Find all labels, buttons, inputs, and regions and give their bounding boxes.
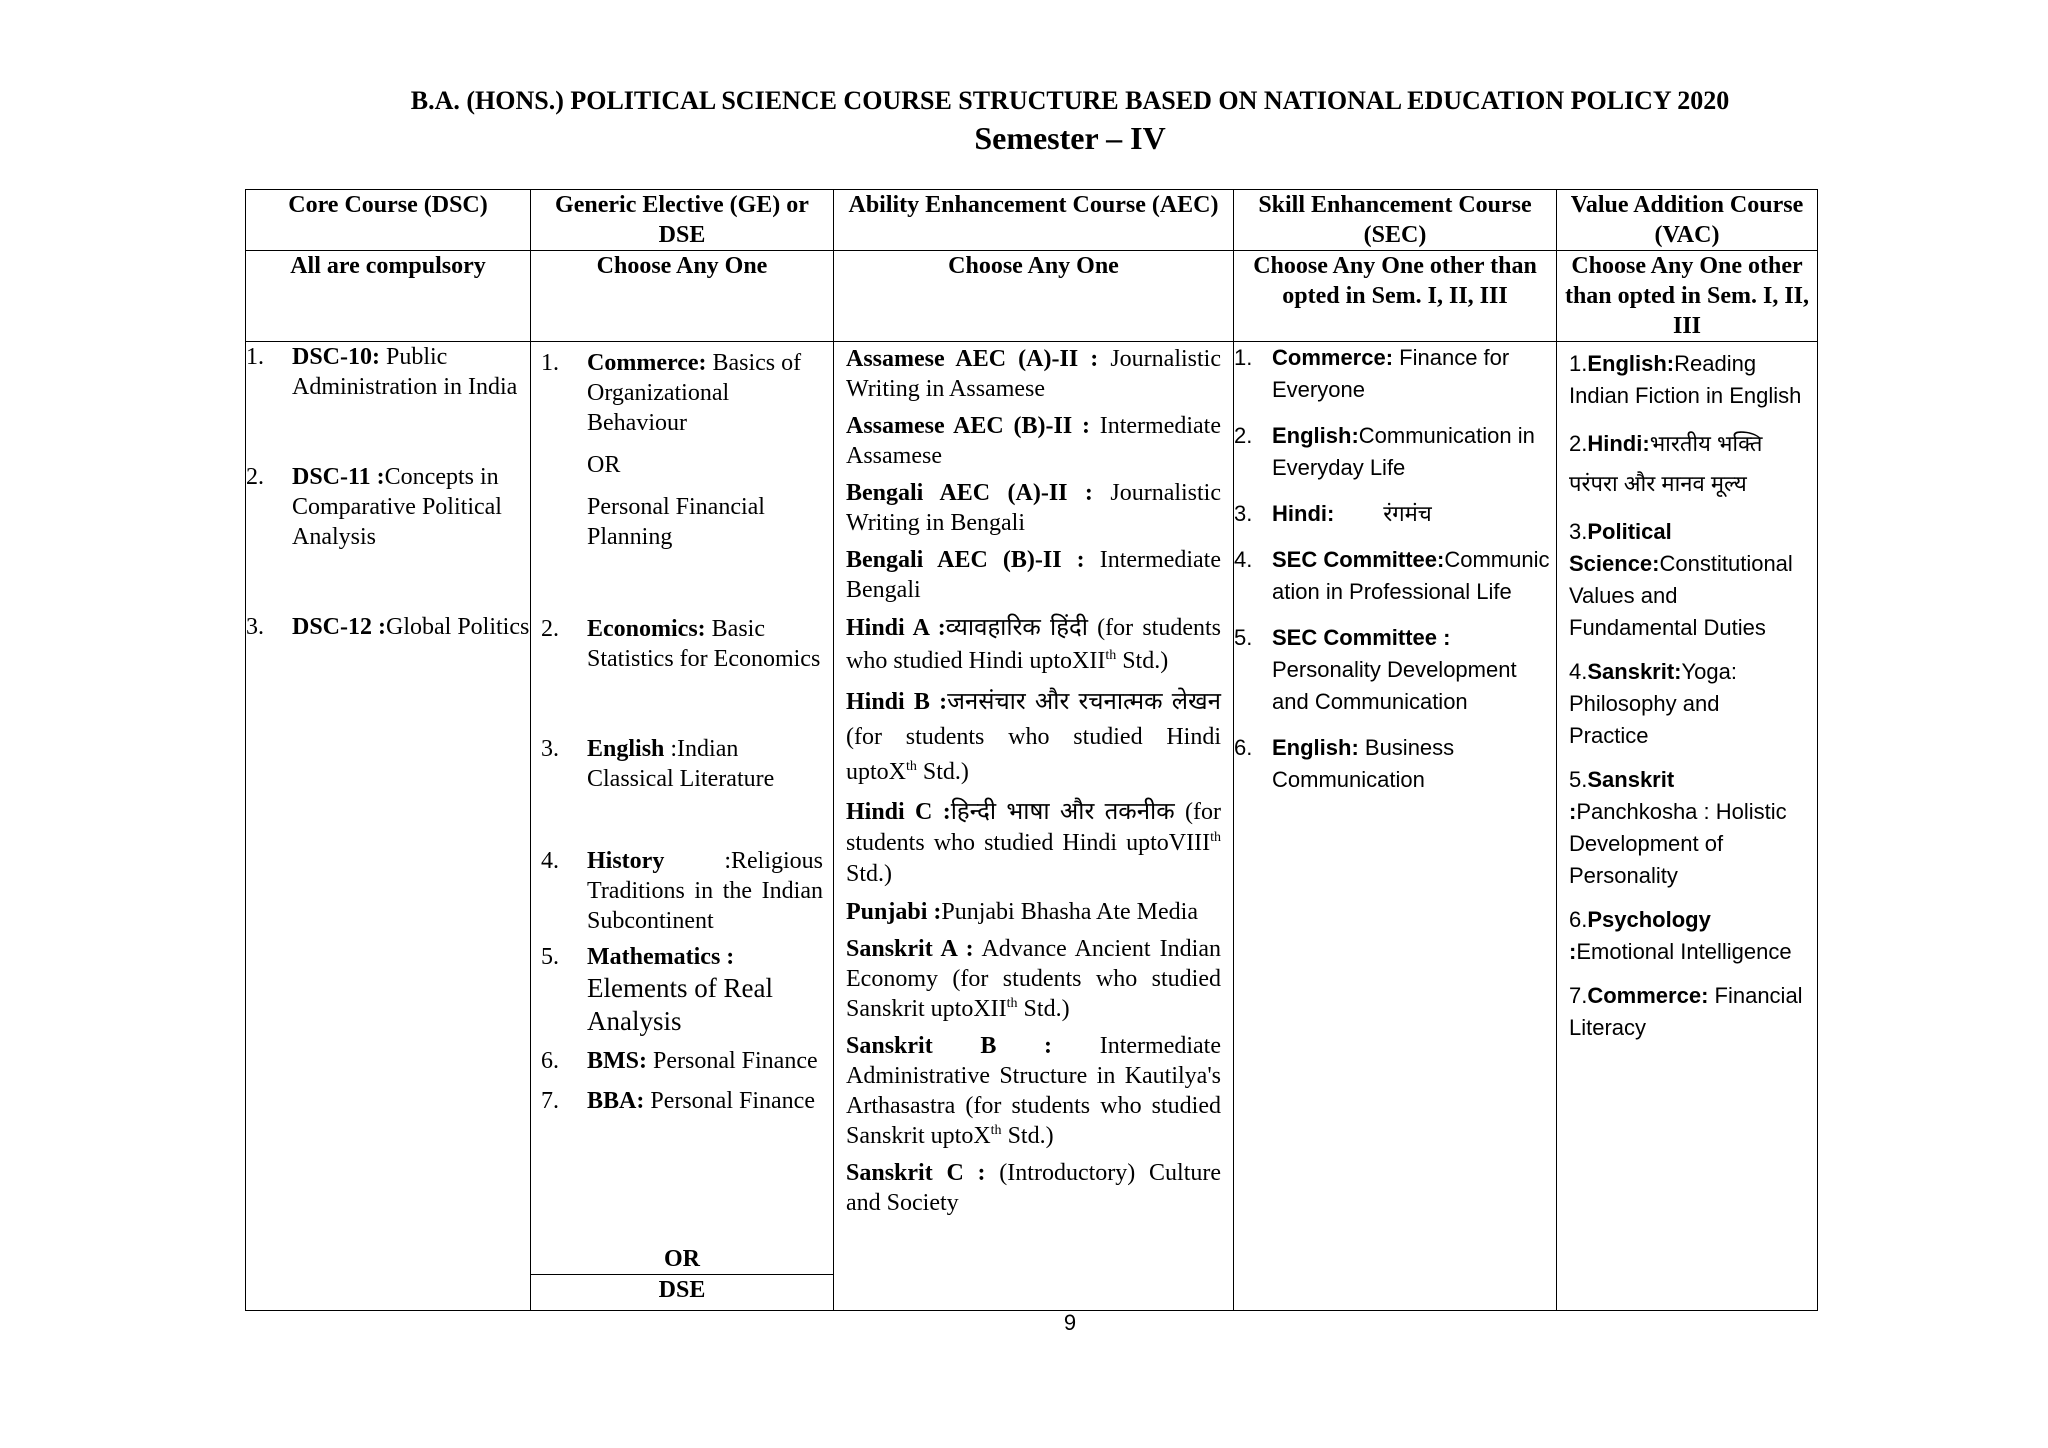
dsc-list [246,342,530,642]
sec-heading: Skill Enhancement Course (SEC) [1234,190,1557,251]
subject-name: History [587,848,665,874]
item-number: 7. [1569,983,1588,1008]
subject-name: SEC Committee: [1272,547,1445,572]
list-item [1234,622,1556,718]
course-code: DSC-11 : [292,464,385,490]
aec-list [834,342,1233,1218]
course-title: Intermediate Bengali [846,547,1221,603]
list-item [541,734,823,794]
course-code: DSC-12 : [292,614,386,640]
list-item [541,1086,823,1116]
course-title: Finance for Everyone [1272,345,1510,402]
vac-heading: Value Addition Course (VAC) [1557,190,1818,251]
course-label: Sanskrit A : [846,936,974,962]
item-number: 4. [1569,659,1588,684]
aec-instruction: Choose Any One [834,251,1234,342]
list-item [246,342,530,402]
item-number: 3. [1569,519,1588,544]
list-item [246,462,530,552]
list-item [1569,424,1805,504]
course-title: :Religious Traditions in the Indian Subcontinent [587,848,823,934]
list-item [846,478,1221,538]
dse-label: DSE [531,1274,833,1310]
item-number: 2. [246,464,264,490]
course-title: हिन्दी भाषा और तकनीक (for students who studied Hindi uptoVIII [846,799,1221,856]
dsc-instruction: All are compulsory [246,251,531,342]
subject-name: Sanskrit : [1569,767,1675,824]
course-title: Intermediate Assamese [846,413,1222,469]
superscript: th [1210,830,1221,845]
course-title: Intermediate Administrative Structure in Kautilya's Arthasastra (for students who studied Sanskrit uptoX [846,1033,1222,1149]
course-label: Hindi B : [846,689,948,715]
list-item [846,897,1221,927]
course-title: Communication in Everyday Life [1272,423,1535,480]
list-item [846,344,1221,404]
subject-name: English [587,736,665,762]
course-label: Bengali AEC (B)-II : [846,547,1085,573]
course-title: :Indian Classical Literature [587,736,775,792]
item-number: 5. [541,944,559,970]
item-number: 1. [246,344,264,370]
or-separator: OR [664,1246,700,1272]
subject-name: BBA: [587,1088,645,1114]
course-label: Hindi C : [846,799,951,825]
subject-name: Psychology : [1569,907,1711,964]
subject-name: BMS: [587,1048,647,1074]
dsc-heading: Core Course (DSC) [246,190,531,251]
list-item [1234,420,1556,484]
list-item [541,614,823,674]
course-title: Personal Finance [644,1088,815,1114]
list-item [1569,516,1805,644]
header-row [246,190,1818,251]
course-title: Business Communication [1272,735,1455,792]
item-number: 3. [1234,501,1253,526]
superscript: th [990,1123,1002,1138]
course-title: Journalistic Writing in Assamese [846,346,1221,402]
sec-list [1234,342,1556,796]
course-label: Assamese AEC (A)-II : [846,346,1099,372]
list-item [1569,904,1805,968]
list-item [541,348,823,552]
item-number: 3. [246,614,264,640]
list-item [846,934,1221,1024]
course-title: भारतीय भक्ति परंपरा और मानव मूल्य [1569,431,1763,496]
list-item [541,942,823,1038]
subject-name: Hindi: [1587,431,1650,456]
ge-instruction: Choose Any One [531,251,834,342]
course-title-tail: Std.) [1001,1123,1054,1149]
subject-name: English: [1587,351,1675,376]
sec-cell [1234,342,1557,1311]
course-title: Basic Statistics for Economics [587,616,821,672]
item-number: 2. [1569,431,1588,456]
course-label: Punjabi : [846,899,942,925]
list-item [246,612,530,642]
aec-cell [834,342,1234,1311]
list-item [1569,764,1805,892]
course-label: Hindi A : [846,615,946,641]
list-item [1234,342,1556,406]
course-title: Advance Ancient Indian Economy (for students who studied Sanskrit uptoXII [846,936,1221,1022]
subject-name: English: [1272,423,1359,448]
subject-name: Mathematics : [587,944,735,970]
course-title-tail: Std.) [1017,996,1070,1022]
list-item [541,1046,823,1076]
course-title: Panchkosha : Holistic Development of Personality [1569,799,1787,888]
course-title: रंगमंच [1334,501,1432,526]
list-item [846,797,1221,890]
course-label: Sanskrit C : [846,1160,986,1186]
ge-list [531,342,833,1116]
list-item [1234,732,1556,796]
subject-name: Political Science: [1569,519,1672,576]
subject-name: English: [1272,735,1359,760]
item-number: 5. [1569,767,1588,792]
subject-name: Sanskrit: [1587,659,1682,684]
subject-name: Commerce: [1272,345,1394,370]
course-title: Basics of Organizational Behaviour [587,350,802,436]
superscript: th [1006,996,1018,1011]
item-number: 2. [541,616,559,642]
course-title: Reading Indian Fiction in English [1569,351,1802,408]
list-item [1569,656,1805,752]
or-label: OR [587,452,621,478]
instruction-row [246,251,1818,342]
ge-heading: Generic Elective (GE) or DSE [531,190,834,251]
course-label: Assamese AEC (B)-II : [846,413,1090,439]
course-title: Financial Literacy [1569,983,1803,1040]
course-title-tail: Std.) [846,861,893,887]
list-item [846,612,1221,678]
semester-heading: Semester – IV [974,120,1166,156]
course-title: Punjabi Bhasha Ate Media [941,899,1198,925]
course-title: Journalistic Writing in Bengali [846,480,1222,536]
course-title: (Introductory) Culture and Society [846,1160,1221,1216]
list-item [846,685,1221,790]
vac-cell [1557,342,1818,1311]
course-title: Elements of Real Analysis [587,973,773,1036]
course-title: जनसंचार और रचनात्मक लेखन (for students who studied Hindi uptoX [846,689,1222,785]
course-title: Personal Finance [647,1048,818,1074]
subject-name: Commerce: [587,350,707,376]
item-number: 2. [1234,423,1253,448]
course-title-tail: Std.) [916,759,969,785]
course-title: Personality Development and Communication [1272,657,1517,714]
dsc-cell [246,342,531,1311]
list-item [1569,348,1805,412]
course-label: Sanskrit B : [846,1033,1053,1059]
vac-instruction: Choose Any One other than opted in Sem. I, II, III [1557,251,1818,342]
superscript: th [906,759,917,774]
course-title: Emotional Intelligence [1576,939,1792,964]
item-number: 5. [1234,625,1253,650]
list-item [541,846,823,936]
course-title: Communication in Professional Life [1272,547,1550,604]
item-number: 1. [541,350,559,376]
item-number: 4. [1234,547,1253,572]
superscript: th [1105,648,1117,663]
vac-list [1557,342,1817,1044]
course-title: Concepts in Comparative Political Analysis [292,464,502,550]
item-number: 7. [541,1088,559,1114]
course-title: Global Politics [386,614,530,640]
aec-heading: Ability Enhancement Course (AEC) [834,190,1234,251]
course-title: Constitutional Values and Fundamental Duties [1569,551,1793,640]
item-number: 6. [1234,735,1253,760]
list-item [1569,980,1805,1044]
list-item [1234,544,1556,608]
subject-name: Hindi: [1272,501,1335,526]
item-number: 6. [1569,907,1588,932]
course-label: Bengali AEC (A)-II : [846,480,1093,506]
course-code: DSC-10: [292,344,380,370]
subject-name: SEC Committee : [1272,625,1451,650]
list-item [846,1158,1221,1218]
document-title: B.A. (HONS.) POLITICAL SCIENCE COURSE STRUCTURE BASED ON NATIONAL EDUCATION POLICY 2020 [410,86,1730,115]
body-row [246,342,1818,1311]
ge-cell [531,342,834,1311]
course-title-tail: Std.) [1116,648,1169,674]
page-number: 9 [1063,1310,1077,1335]
list-item [846,545,1221,605]
course-title: Public Administration in India [292,344,518,400]
subject-name: Commerce: [1587,983,1709,1008]
alt-course-title: Personal Financial Planning [587,494,765,550]
item-number: 4. [541,848,559,874]
subject-name: Economics: [587,616,706,642]
course-title: Yoga: Philosophy and Practice [1569,659,1737,748]
item-number: 3. [541,736,559,762]
item-number: 1. [1234,345,1253,370]
course-structure-table [245,189,1818,1311]
course-title: व्यावहारिक हिंदी (for students who studied Hindi uptoXII [846,615,1221,674]
item-number: 6. [541,1048,559,1074]
item-number: 1. [1569,351,1588,376]
list-item [846,1031,1221,1151]
list-item [1234,498,1556,530]
list-item [846,411,1221,471]
sec-instruction: Choose Any One other than opted in Sem. I, II, III [1234,251,1557,342]
